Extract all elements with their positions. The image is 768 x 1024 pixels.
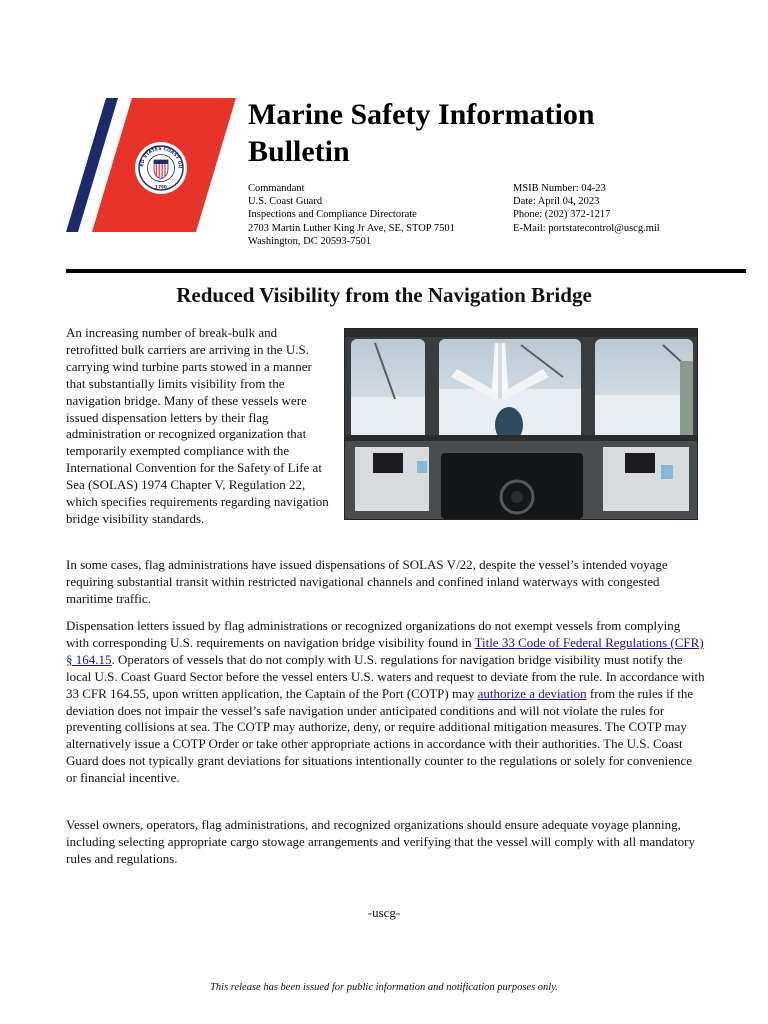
seal-text: ED STATES COAST GU: [140, 146, 183, 169]
issuer-line: Commandant: [248, 183, 305, 194]
p3-text-b: . Operators of vessels that do not comply with U.S. regulations for navigation bridge visibility must notify the local U.S. Coast Guard Sector before the vessel enters U.S. waters and request to deviate from the rule. In accordance with 33 CFR 164.55, upon written application, the Captain of the Port (COTP) may: [66, 651, 705, 701]
contact-phone: Phone: (202) 372-1217: [513, 209, 611, 221]
header-divider: [66, 269, 746, 273]
issuer-line: 2703 Martin Luther King Jr Ave, SE, STOP 7501: [248, 222, 455, 234]
document-title: Reduced Visibility from the Navigation Bridge: [176, 283, 592, 307]
seal-year: 1790: [155, 184, 167, 190]
paragraph-intro: An increasing number of break-bulk and retrofitted bulk carriers are arriving in the U.S. carrying wind turbine parts stowed in a manner that substantially limits visibility from the navigation bridge. Many of these vessels were issued dispensation letters by their flag administration or recognized organization that temporarily exempted compliance with the International Convention for the Safety of Life at Sea (SOLAS) 1974 Chapter V, Regulation 22, which specifies requirements regarding navigation bridge visibility standards.: [66, 325, 329, 526]
issuer-line: Inspections and Compliance Directorate: [248, 209, 417, 221]
p3-text-c: from the rules if the deviation does not impair the vessel’s safe navigation under anticipated conditions and will not violate the rules for preventing collisions at sea. The COTP may authorize, deny, or require additional mitigation measures. The COTP may alternatively issue a COTP Order or take other appropriate actions in accordance with their authorities. The U.S. Coast Guard does not typically grant deviations for situations intentionally counter to the regulations or solely for convenience or financial incentive.: [66, 685, 694, 786]
cfr-164-15-link[interactable]: Title 33 Code of Federal Regulations (CFR) § 164.15: [66, 634, 704, 667]
navigation-bridge-photo: [344, 328, 698, 520]
paragraph-dispensations: In some cases, flag administrations have issued dispensations of SOLAS V/22, despite the vessel’s intended voyage requiring substantial transit within restricted navigational channels and confined inland waterways with congested maritime traffic.: [66, 557, 668, 606]
issuer-line: Washington, DC 20593-7501: [248, 235, 372, 247]
issuer-info: [248, 182, 455, 248]
signoff: -uscg-: [367, 905, 401, 920]
contact-email: E-Mail: portstatecontrol@uscg.mil: [513, 222, 660, 234]
bulletin-meta: [513, 182, 660, 235]
p3-text-a: Dispensation letters issued by flag administrations or recognized organizations do not exempt vessels from complying with corresponding U.S. requirements on navigation bridge visibility found in: [66, 618, 681, 650]
bulletin-title: Marine Safety Information Bulletin: [248, 98, 595, 168]
paragraph-us-requirements: [66, 618, 706, 787]
authorize-deviation-link[interactable]: authorize a deviation: [477, 685, 587, 701]
issuer-line: U.S. Coast Guard: [248, 196, 323, 208]
bulletin-date: Date: April 04, 2023: [513, 196, 600, 208]
uscg-racing-stripe-logo: [66, 98, 236, 232]
msib-number: MSIB Number: 04-23: [513, 183, 606, 194]
paragraph-voyage-planning: Vessel owners, operators, flag administrations, and recognized organizations should ensure adequate voyage planning, including selecting appropriate cargo stowage arrangements and verifying that the vessel will comply with all mandatory rules and regulations.: [66, 817, 695, 866]
footer-disclaimer: This release has been issued for public information and notification purposes only.: [210, 982, 558, 993]
